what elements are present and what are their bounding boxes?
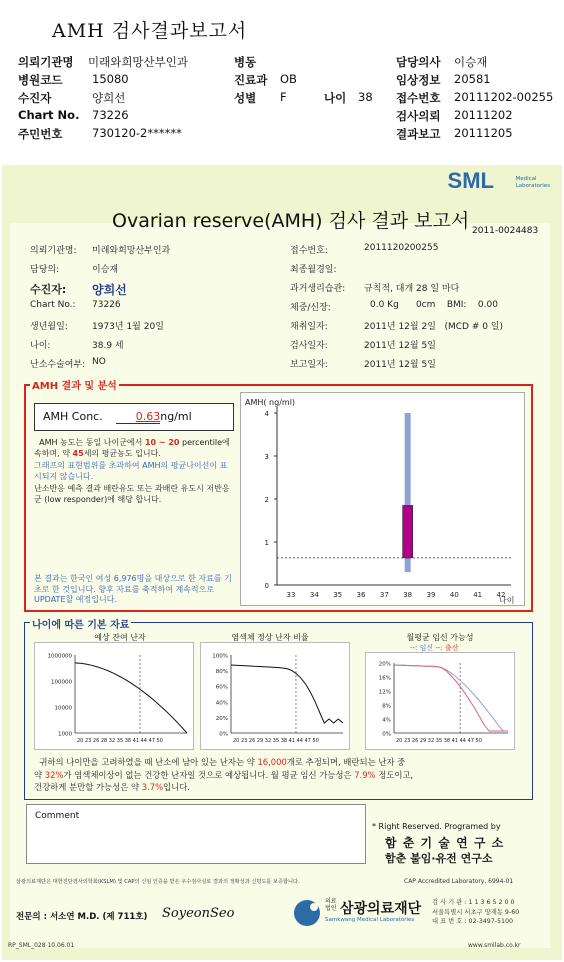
foundation-name: 삼광의료재단	[340, 901, 422, 917]
legend-pregnancy: 임신	[419, 644, 434, 652]
rights-org-1: 함 춘 기 술 연 구 소	[385, 836, 505, 850]
amh-text: 세의 평균농도 입니다.	[83, 448, 161, 458]
header-value: 20111202	[454, 108, 513, 122]
patient-name: 양희선	[92, 283, 127, 297]
amh-x-tick-label: 38	[403, 591, 413, 599]
age-summary-line-3	[34, 781, 529, 794]
mini-chart-2-title: 염색체 정상 난자 비율	[231, 633, 309, 642]
mini3-birth-curve	[394, 665, 508, 731]
mini2-y-tick-label: 60%	[215, 684, 228, 691]
report-number: 2011-0024483	[472, 226, 539, 236]
header-value: OB	[280, 72, 297, 86]
amh-text: AMH 농도는 동일 나이군에서	[39, 438, 143, 447]
age-section-title: 나이에 따른 기본 자료	[30, 616, 131, 631]
age-text: 건강하게 분만할 가능성은 약	[34, 782, 140, 792]
contact-line: 검 사 기 관 : 1 1 3 6 5 2 0 0	[432, 899, 515, 906]
footer-doctor: 전문의 : 서소연 M.D. (제 711호)	[16, 912, 148, 922]
amh-interpretation	[34, 438, 234, 505]
header-value: 73226	[92, 108, 129, 122]
amh-y-tick-label: 2	[264, 496, 269, 504]
info-label: 보고일자:	[290, 360, 328, 370]
form-code: RP_SML_028 10.06.01	[8, 942, 75, 949]
header-value: 15080	[92, 72, 129, 86]
info-value: 0.0 Kg 0cm BMI: 0.00	[370, 300, 498, 310]
amh-section-title: AMH 결과 및 분석	[30, 377, 119, 392]
mini3-y-tick-label: 16%	[378, 675, 391, 682]
foundation-logo-icon	[290, 898, 324, 928]
info-label: 생년월일:	[30, 322, 68, 332]
mini-chart-1-frame	[34, 642, 194, 750]
sml-logo-subtitle	[516, 176, 550, 190]
mini-chart-normal-ratio	[201, 643, 351, 751]
info-row	[30, 338, 124, 357]
info-label: Chart No.:	[30, 300, 76, 310]
foundation-en: Samkwang Medical Laboratories	[325, 917, 415, 923]
comment-box	[26, 804, 366, 864]
header-label: 의뢰기관명	[18, 55, 74, 69]
header-label: 주민번호	[18, 127, 63, 141]
age-birth-value: 3.7%	[141, 782, 164, 792]
sml-logo-sub-line: Laboratories	[515, 183, 550, 189]
mini2-x-tick-labels: 20 23 26 29 32 35 38 41 44 47 50	[233, 738, 319, 744]
info-value: 73226	[92, 300, 121, 310]
header-label: 진료과	[234, 73, 268, 87]
amh-x-tick-label: 42	[496, 591, 506, 599]
info-label: 난소수술여부:	[30, 360, 86, 370]
header-row	[18, 126, 558, 144]
info-row	[30, 357, 106, 376]
info-value: 미래와희망산부인과	[92, 246, 171, 256]
header-label: 검사의뢰	[396, 109, 441, 123]
amh-text: percentile에 속하며, 약	[34, 438, 230, 458]
mini1-y-tick-label: 10000	[54, 705, 72, 712]
info-value: 2011년 12월 5일	[364, 360, 436, 370]
mini3-y-tick-label: 20%	[378, 661, 391, 668]
document-title: AMH 검사결과보고서	[52, 20, 248, 42]
header-row	[18, 108, 558, 126]
footer-contact	[432, 898, 519, 927]
amh-patient-bar	[403, 505, 413, 557]
age-text: 정도이고,	[378, 769, 414, 780]
mini3-y-tick-label: 12%	[378, 689, 391, 696]
header-value: 양희선	[92, 91, 126, 105]
comment-label: Comment	[35, 811, 80, 821]
info-label: 과거생리습관:	[290, 284, 346, 294]
age-summary	[34, 756, 529, 794]
info-label: 담당의:	[30, 265, 60, 275]
info-label: 검사일자:	[290, 341, 328, 351]
header-label: 수진자	[18, 91, 52, 105]
info-row	[290, 281, 460, 300]
info-row	[30, 300, 121, 319]
rights-line: * Right Reserved. Programed by	[372, 822, 501, 831]
mini2-y-tick-label: 20%	[215, 715, 228, 722]
header-label: 결과보고	[396, 127, 441, 141]
sml-logo: SML	[447, 168, 494, 193]
mini2-y-tick-label: 0%	[219, 731, 228, 738]
amh-x-tick-label: 35	[333, 591, 343, 599]
header-label: 나이	[324, 91, 347, 105]
age-pregnancy-value: 7.9%	[354, 769, 376, 780]
mini2-curve	[231, 665, 343, 723]
info-row	[290, 300, 498, 319]
info-value: NO	[92, 357, 106, 367]
mini3-y-tick-label: 0%	[382, 731, 391, 738]
mini3-x-tick-labels: 20 23 26 29 32 35 38 41 44 47 50	[396, 738, 482, 744]
amh-y-tick-label: 3	[264, 453, 269, 461]
foundation-logo	[290, 898, 324, 928]
mini3-y-tick-label: 4%	[382, 717, 391, 724]
mini-chart-2-frame	[200, 642, 350, 750]
doctor-signature: SoyeonSeo	[162, 906, 235, 921]
mini-chart-pregnancy	[366, 653, 516, 751]
info-value: 2011년 12월 2일 (MCD # 0 일)	[364, 322, 504, 332]
header-value: 20581	[454, 72, 491, 86]
age-summary-line-2	[34, 769, 529, 782]
header-value: 이승재	[454, 55, 488, 69]
amh-y-tick-label: 4	[264, 410, 269, 418]
amh-x-tick-label: 39	[426, 591, 436, 599]
amh-chart-frame	[240, 392, 525, 606]
amh-conc-box	[34, 403, 234, 431]
info-row	[290, 243, 439, 262]
amh-data-note: 본 결과는 한국인 여성 6,976명을 대상으로 한 자료를 기초로 한 것입니다. 향후 자료를 축적하여 계속적으로 UPDATE할 예정입니다.	[34, 574, 232, 604]
age-eggs-value: 16,000	[257, 757, 287, 767]
legend-birth: 출산	[445, 644, 459, 652]
mini1-y-tick-label: 1000000	[47, 653, 72, 660]
amh-conc-value-wrap	[116, 410, 160, 424]
amh-para-1	[34, 438, 234, 459]
legend-birth-prefix: --:	[435, 644, 446, 652]
info-row	[290, 319, 504, 338]
amh-x-tick-label: 37	[379, 591, 389, 599]
info-value: 이승재	[92, 265, 119, 275]
patient-info-left	[30, 243, 171, 376]
header-value: 20111205	[454, 126, 513, 140]
mini-chart-1-title: 예상 잔여 난자	[94, 633, 146, 642]
amh-y-tick-label: 1	[264, 539, 269, 547]
amh-conc-unit: ng/ml	[160, 410, 192, 423]
header-row	[18, 72, 558, 90]
header-row	[18, 90, 558, 108]
info-row	[290, 357, 436, 376]
patient-info-right	[290, 243, 504, 376]
info-row	[30, 243, 171, 262]
mini3-y-tick-label: 8%	[382, 703, 391, 710]
header-label: 병원코드	[18, 73, 63, 87]
amh-x-tick-label: 41	[473, 591, 483, 599]
contact-line: 서울특별시 서초구 양재동 9-60	[432, 908, 520, 916]
header-value: F	[280, 90, 287, 104]
amh-x-tick-label: 33	[286, 591, 296, 599]
amh-conc-value: 0.63	[135, 410, 161, 423]
age-text: 개로 추정되며, 배란되는 난자 중	[286, 757, 406, 767]
amh-percentile: 10 ~ 20	[144, 438, 180, 447]
age-text: 가 염색체이상이 없는 건강한 난자일 것으로 예상됩니다. 월 평균 임신 가능성은	[63, 769, 352, 780]
mini1-x-tick-labels: 20 23 26 28 32 35 38 41 44 47 50	[77, 738, 163, 744]
rights-org-2: 함춘 불임·유전 연구소	[385, 852, 493, 865]
info-row	[30, 281, 127, 300]
contact-line: 대 표 번 호 : 02-3497-5100	[432, 918, 514, 925]
info-label: 최종월경일:	[290, 265, 337, 275]
header-label: 임상정보	[396, 73, 441, 87]
amh-chart-xlabel: 나이	[499, 596, 515, 605]
header-label: 성별	[234, 91, 257, 105]
foundation-prefix: 의료법인	[325, 898, 337, 912]
info-label: 수진자:	[30, 283, 67, 296]
footer-certification: 삼광의료재단은 대한진단검사의학회(KSLM) 및 CAP의 신임 인증을 받은 우수검사실로 결과의 정확성과 신빙도를 보증합니다.	[16, 879, 300, 885]
header-value: 미래와희망산부인과	[88, 55, 188, 69]
mini2-y-tick-label: 80%	[215, 669, 228, 676]
amh-y-tick-label: 0	[264, 582, 269, 590]
header-label: 접수번호	[396, 91, 441, 105]
info-label: 의뢰기관명:	[30, 246, 77, 256]
amh-conc-label: AMH Conc.	[43, 410, 103, 423]
mini3-pregnancy-curve	[394, 665, 508, 731]
mini2-y-tick-label: 100%	[212, 653, 228, 660]
amh-para-2: 그래프의 표현범위를 초과하여 AMH의 평균나이선이 표시되지 않습니다.	[34, 461, 228, 481]
amh-x-tick-label: 36	[356, 591, 366, 599]
header-label: Chart No.	[18, 108, 80, 122]
age-text: 약	[34, 769, 43, 780]
info-row	[30, 262, 119, 281]
header-label: 담당의사	[396, 55, 441, 69]
age-summary-line-1	[34, 756, 529, 769]
report-title: Ovarian reserve(AMH) 검사 결과 보고서	[112, 210, 470, 232]
mini-chart-3-frame	[365, 652, 515, 750]
mini1-y-tick-label: 1000	[58, 731, 72, 738]
mini1-y-tick-label: 100000	[51, 679, 72, 686]
amh-x-tick-label: 34	[309, 591, 319, 599]
sml-logo-sub-line: Medical	[515, 176, 537, 182]
amh-chart	[241, 393, 526, 607]
info-value: 2011120200255	[364, 243, 439, 253]
mini-chart-remaining-eggs	[35, 643, 195, 751]
age-text: 입니다.	[163, 782, 190, 792]
amh-chart-ylabel: AMH( ng/ml)	[245, 398, 296, 407]
header-table	[18, 54, 558, 144]
header-row	[18, 54, 558, 72]
info-label: 체중/신장:	[290, 303, 331, 313]
header-value: 38	[358, 90, 373, 104]
info-row	[290, 262, 345, 281]
footer-url: www.smllab.co.kr	[468, 942, 521, 949]
footer-cap: CAP Accredited Laboratory, 6994-01	[404, 878, 514, 885]
amh-x-tick-label: 40	[449, 591, 459, 599]
info-row	[290, 338, 436, 357]
info-row	[30, 319, 164, 338]
age-text: 귀하의 나이만을 고려하였을 때 난소에 남아 있는 난자는 약	[39, 757, 255, 767]
header-value: 20111202-00255	[454, 90, 554, 104]
info-value: 1973년 1월 20일	[92, 322, 164, 332]
amh-para-3: 난소반응 예측 결과 배란유도 또는 과배란 유도시 저반응군 (low responder)에 해당 합니다.	[34, 484, 230, 504]
mini2-y-tick-label: 40%	[215, 700, 228, 707]
age-normal-value: 32%	[44, 769, 64, 780]
header-value: 730120-2******	[92, 126, 182, 140]
mini-chart-3-title: 월평균 임신 가능성	[406, 633, 474, 642]
amh-equiv-age: 45	[72, 448, 84, 458]
info-value: 규칙적, 대개 28 일 마다	[364, 284, 460, 294]
info-label: 나이:	[30, 341, 51, 351]
info-label: 접수번호:	[290, 246, 328, 256]
legend-prefix: --:	[410, 644, 420, 652]
info-label: 채취일자:	[290, 322, 328, 332]
info-value: 38.9 세	[92, 341, 124, 351]
mini1-curve	[75, 663, 187, 733]
header-label: 병동	[234, 55, 257, 69]
info-value: 2011년 12월 5일	[364, 341, 436, 351]
